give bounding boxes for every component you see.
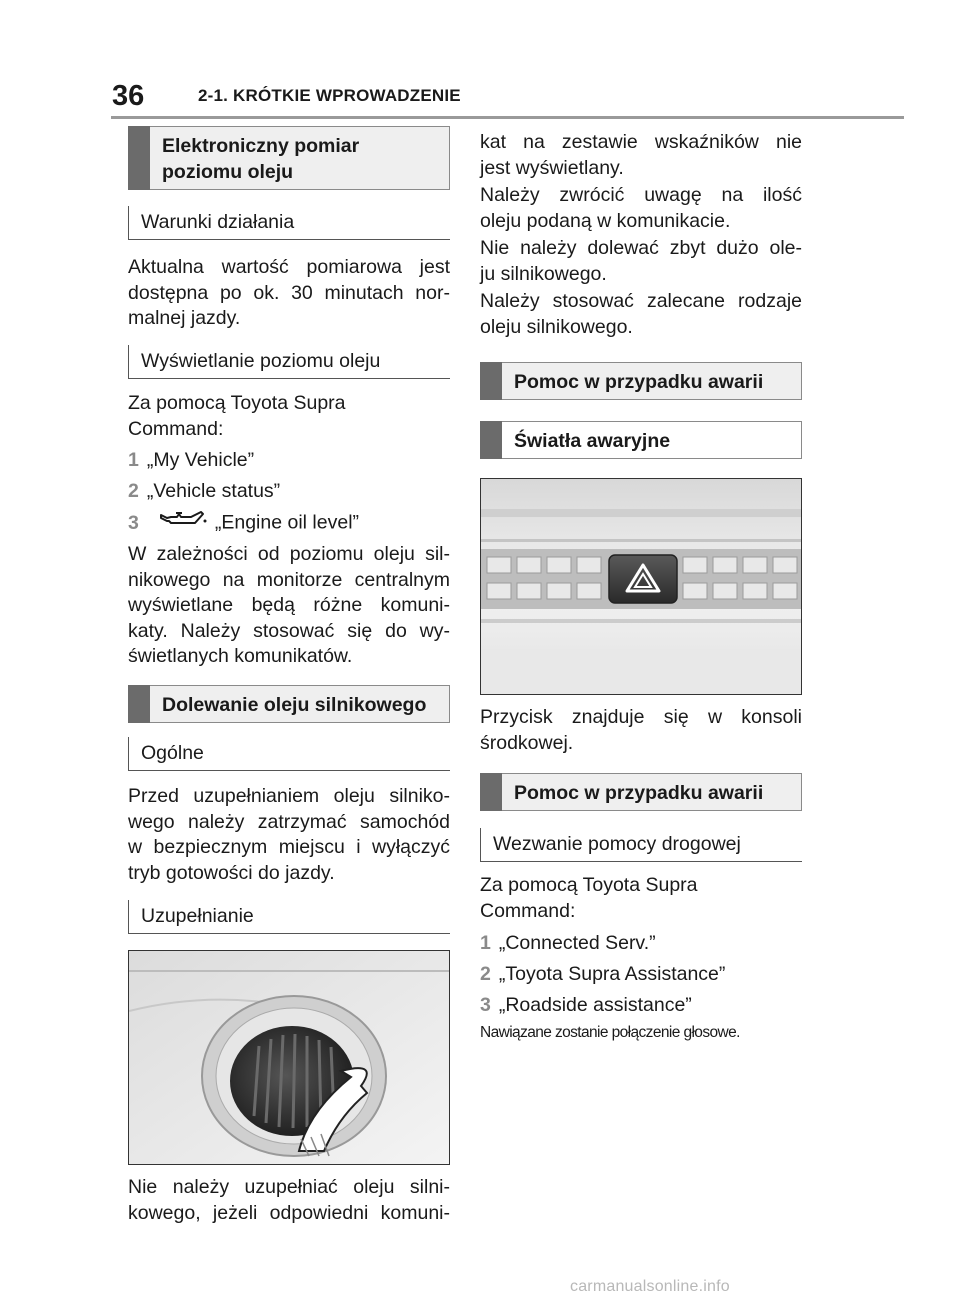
text-line: Command:	[128, 417, 224, 440]
subheading-oil-display	[128, 345, 450, 379]
paragraph-measurement	[128, 255, 450, 332]
text-line: W zależności od poziomu oleju sil-	[128, 543, 450, 565]
paragraph-oil-amount	[480, 183, 802, 234]
paragraph-command	[128, 391, 450, 442]
chapter-title: 2-1. KRÓTKIE WPROWADZENIE	[198, 86, 461, 105]
step-text: „Vehicle status”	[146, 480, 281, 502]
subheading-operating-conditions	[128, 206, 450, 240]
text-line: środkowej.	[480, 731, 574, 754]
text-line: Aktualna wartość pomiarowa jest	[128, 256, 450, 278]
paragraph-before-refill	[128, 784, 450, 886]
step-2	[128, 478, 280, 504]
text-line: Należy zwrócić uwagę na ilość	[480, 184, 802, 206]
step-number: 2	[480, 963, 491, 985]
text-line: dostępna po ok. 30 minutach nor-	[128, 281, 450, 304]
paragraph-command-2	[480, 873, 802, 924]
step-1	[128, 447, 254, 473]
heading-bar	[480, 773, 502, 811]
step-2	[480, 961, 725, 987]
step-3	[480, 992, 692, 1018]
paragraph-no-overfill	[480, 236, 802, 287]
text-line: oleju podaną w komunikacie.	[480, 209, 731, 232]
subheading-text: Uzupełnianie	[141, 905, 254, 927]
text-line: oleju silnikowego.	[480, 315, 633, 338]
text-line: Przed uzupełnianiem oleju silniko-	[128, 785, 450, 807]
text-line: jest wyświetlany.	[480, 156, 624, 179]
subheading-text: Wezwanie pomocy drogowej	[493, 833, 741, 855]
step-1	[480, 930, 656, 956]
heading-text: Dolewanie oleju silnikowego	[162, 694, 427, 716]
heading-text: Światła awaryjne	[514, 430, 671, 452]
text-line: ju silnikowego.	[480, 262, 607, 285]
heading-line-2: poziomu oleju	[162, 161, 294, 183]
text-line: Nie należy uzupełniać oleju silni-	[128, 1176, 450, 1198]
section-heading-breakdown-help-2	[480, 773, 802, 811]
heading-bar	[480, 421, 502, 459]
step-text: „Engine oil level”	[214, 511, 360, 534]
text-line: w bezpiecznym miejscu i wyłączyć	[128, 836, 450, 858]
text-line: Należy stosować zalecane rodzaje	[480, 290, 802, 312]
step-text: „Connected Serv.”	[498, 932, 656, 954]
section-heading-oil-measurement	[128, 126, 450, 190]
voice-connection-note: Nawiązane zostanie połączenie głosowe.	[480, 1024, 740, 1041]
step-number: 3	[480, 994, 491, 1016]
section-heading-breakdown-help	[480, 362, 802, 400]
text-line: nikowego na monitorze centralnym	[128, 568, 450, 591]
paragraph-oil-messages	[128, 542, 450, 670]
subheading-text: Ogólne	[141, 742, 204, 764]
step-text: „My Vehicle”	[146, 449, 255, 471]
oil-filler-cap-image	[128, 950, 450, 1165]
text-line: Za pomocą Toyota Supra	[128, 392, 346, 414]
subheading-roadside-call	[480, 828, 802, 862]
text-line: Nie należy dolewać zbyt dużo ole-	[480, 237, 802, 259]
heading-bar	[128, 685, 150, 723]
text-line: Za pomocą Toyota Supra	[480, 874, 698, 896]
text-line: katy. Należy stosować się do wy-	[128, 619, 450, 642]
text-line: wyświetlane będą różne komuni-	[128, 594, 450, 616]
heading-bar	[128, 126, 150, 190]
step-number: 2	[128, 480, 139, 502]
paragraph-oil-types	[480, 289, 802, 340]
text-line: kowego, jeżeli odpowiedni komuni-	[128, 1201, 450, 1224]
text-line: Przycisk znajduje się w konsoli	[480, 706, 802, 728]
hazard-button-image	[480, 478, 802, 695]
subheading-general	[128, 737, 450, 771]
text-line: wego należy zatrzymać samochód	[128, 810, 450, 833]
oil-can-icon	[157, 509, 209, 538]
heading-text: Pomoc w przypadku awarii	[514, 371, 764, 393]
step-number: 1	[480, 932, 491, 954]
paragraph-button-location	[480, 705, 802, 756]
step-text: „Toyota Supra Assistance”	[498, 963, 726, 985]
subheading-refilling	[128, 900, 450, 934]
subheading-text: Warunki działania	[141, 211, 295, 233]
text-line: kat na zestawie wskaźników nie	[480, 131, 802, 153]
watermark: carmanualsonline.info	[570, 1278, 730, 1295]
section-heading-hazard-lights	[480, 421, 802, 459]
text-line: tryb gotowości do jazdy.	[128, 861, 335, 884]
step-3	[128, 509, 359, 538]
heading-text: Pomoc w przypadku awarii	[514, 782, 764, 804]
step-text: „Roadside assistance”	[498, 994, 692, 1016]
step-number: 1	[128, 449, 139, 471]
text-line: Command:	[480, 899, 576, 922]
heading-bar	[480, 362, 502, 400]
text-line: malnej jazdy.	[128, 307, 241, 329]
step-number: 3	[128, 511, 139, 534]
text-line: świetlanych komunikatów.	[128, 645, 353, 667]
subheading-text: Wyświetlanie poziomu oleju	[141, 350, 381, 372]
section-heading-oil-refill	[128, 685, 450, 723]
top-rule	[111, 116, 904, 119]
paragraph-continued	[480, 130, 802, 181]
paragraph-no-refill	[128, 1175, 450, 1226]
heading-line-1: Elektroniczny pomiar	[162, 135, 360, 157]
page-number: 36	[112, 80, 145, 112]
